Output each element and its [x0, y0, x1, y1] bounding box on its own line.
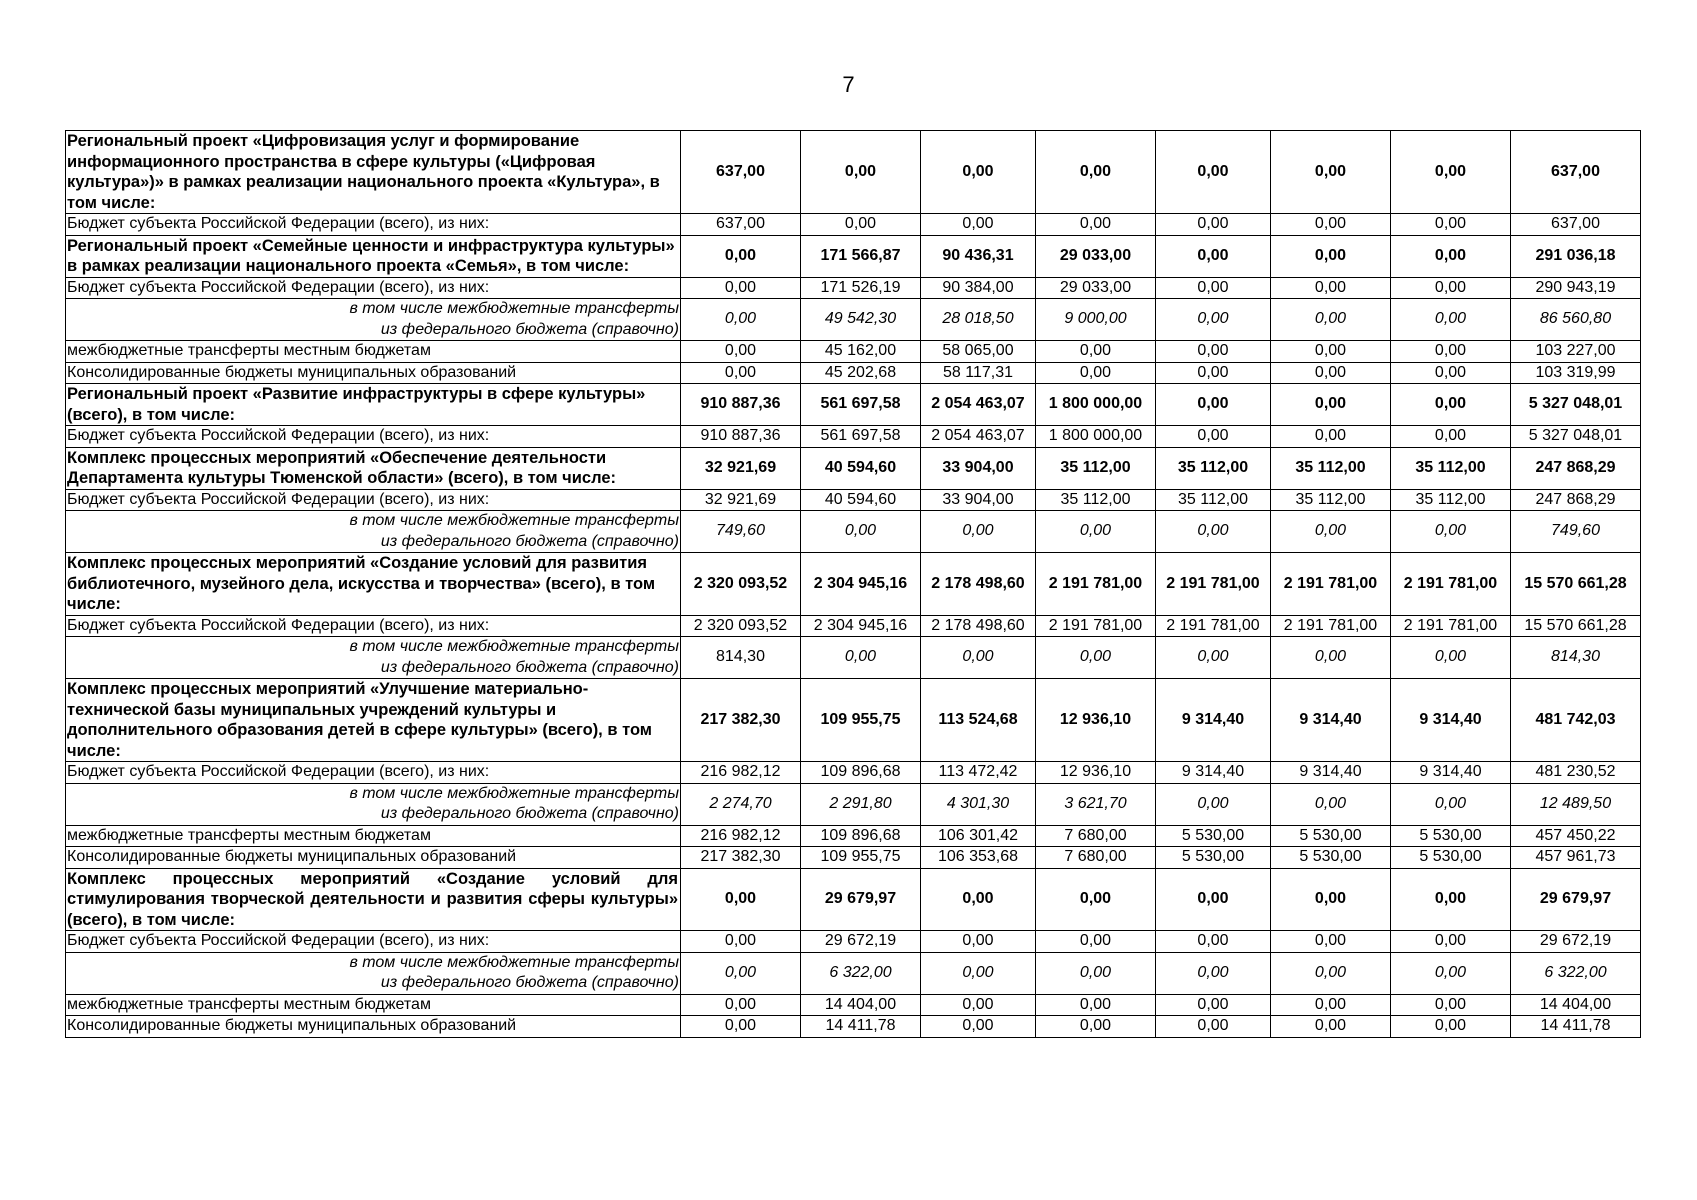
value-cell: 49 542,30 — [801, 299, 921, 341]
table-row-federal-transfers — [66, 511, 1641, 553]
value-cell: 2 291,80 — [801, 783, 921, 825]
value-cell: 5 530,00 — [1156, 825, 1271, 847]
row-label: Комплекс процессных мероприятий «Улучшение материально-технической базы муниципальных учреждений культуры и дополнительного образования детей в сфере культуры» (всего), в том числе: — [66, 679, 681, 762]
value-cell: 0,00 — [1391, 362, 1511, 384]
value-cell: 1 800 000,00 — [1036, 426, 1156, 448]
value-cell: 2 191 781,00 — [1271, 615, 1391, 637]
value-cell: 5 530,00 — [1271, 825, 1391, 847]
value-cell: 2 191 781,00 — [1391, 615, 1511, 637]
value-cell: 0,00 — [1271, 235, 1391, 277]
value-cell: 35 112,00 — [1391, 447, 1511, 489]
table-row — [66, 994, 1641, 1016]
row-label — [66, 952, 681, 994]
value-cell: 0,00 — [1156, 214, 1271, 236]
value-cell: 90 436,31 — [921, 235, 1036, 277]
value-cell: 247 868,29 — [1511, 489, 1641, 511]
value-cell: 5 530,00 — [1391, 847, 1511, 869]
value-cell: 0,00 — [1391, 1016, 1511, 1038]
row-label: Бюджет субъекта Российской Федерации (всего), из них: — [66, 426, 681, 448]
table-row-section — [66, 235, 1641, 277]
value-cell: 33 904,00 — [921, 447, 1036, 489]
value-cell: 6 322,00 — [801, 952, 921, 994]
value-cell: 2 320 093,52 — [681, 553, 801, 616]
value-cell: 7 680,00 — [1036, 825, 1156, 847]
row-label — [66, 511, 681, 553]
value-cell: 113 472,42 — [921, 762, 1036, 784]
value-cell: 457 961,73 — [1511, 847, 1641, 869]
row-label-line: из федерального бюджета (справочно) — [380, 974, 679, 991]
row-label — [66, 299, 681, 341]
value-cell: 5 530,00 — [1391, 825, 1511, 847]
value-cell: 637,00 — [1511, 214, 1641, 236]
value-cell: 0,00 — [921, 214, 1036, 236]
value-cell: 216 982,12 — [681, 825, 801, 847]
value-cell: 40 594,60 — [801, 447, 921, 489]
value-cell: 58 117,31 — [921, 362, 1036, 384]
value-cell: 0,00 — [681, 235, 801, 277]
value-cell: 35 112,00 — [1391, 489, 1511, 511]
value-cell: 0,00 — [1391, 952, 1511, 994]
value-cell: 109 955,75 — [801, 847, 921, 869]
value-cell: 0,00 — [1036, 868, 1156, 931]
value-cell: 12 936,10 — [1036, 679, 1156, 762]
value-cell: 749,60 — [681, 511, 801, 553]
value-cell: 0,00 — [1156, 783, 1271, 825]
row-label: Консолидированные бюджеты муниципальных образований — [66, 1016, 681, 1038]
value-cell: 481 742,03 — [1511, 679, 1641, 762]
value-cell: 171 566,87 — [801, 235, 921, 277]
value-cell: 0,00 — [1271, 783, 1391, 825]
row-label-line: из федерального бюджета (справочно) — [380, 320, 679, 338]
value-cell: 2 178 498,60 — [921, 553, 1036, 616]
value-cell: 29 033,00 — [1036, 277, 1156, 299]
value-cell: 0,00 — [1271, 511, 1391, 553]
value-cell: 35 112,00 — [1271, 489, 1391, 511]
value-cell: 2 054 463,07 — [921, 384, 1036, 426]
value-cell: 217 382,30 — [681, 847, 801, 869]
value-cell: 0,00 — [681, 277, 801, 299]
row-label: Региональный проект «Развитие инфраструктуры в сфере культуры» (всего), в том числе: — [66, 384, 681, 426]
table-row — [66, 341, 1641, 363]
table-row — [66, 615, 1641, 637]
value-cell: 0,00 — [1391, 931, 1511, 953]
value-cell: 90 384,00 — [921, 277, 1036, 299]
value-cell: 0,00 — [1156, 994, 1271, 1016]
value-cell: 113 524,68 — [921, 679, 1036, 762]
value-cell: 247 868,29 — [1511, 447, 1641, 489]
value-cell: 749,60 — [1511, 511, 1641, 553]
table-row-section — [66, 679, 1641, 762]
row-label: Консолидированные бюджеты муниципальных образований — [66, 362, 681, 384]
value-cell: 0,00 — [1271, 277, 1391, 299]
value-cell: 0,00 — [1271, 384, 1391, 426]
value-cell: 0,00 — [681, 341, 801, 363]
table-row-section — [66, 384, 1641, 426]
value-cell: 109 896,68 — [801, 825, 921, 847]
row-label-line: в том числе межбюджетные трансферты — [349, 953, 679, 971]
value-cell: 15 570 661,28 — [1511, 553, 1641, 616]
value-cell: 0,00 — [921, 511, 1036, 553]
value-cell: 40 594,60 — [801, 489, 921, 511]
value-cell: 103 227,00 — [1511, 341, 1641, 363]
value-cell: 171 526,19 — [801, 277, 921, 299]
value-cell: 35 112,00 — [1156, 489, 1271, 511]
row-label: межбюджетные трансферты местным бюджетам — [66, 994, 681, 1016]
value-cell: 561 697,58 — [801, 384, 921, 426]
value-cell: 0,00 — [1271, 426, 1391, 448]
value-cell: 29 679,97 — [1511, 868, 1641, 931]
table-row-section — [66, 553, 1641, 616]
value-cell: 0,00 — [921, 952, 1036, 994]
row-label-line: в том числе межбюджетные трансферты — [349, 638, 679, 655]
value-cell: 814,30 — [681, 637, 801, 679]
value-cell: 0,00 — [1156, 952, 1271, 994]
value-cell: 35 112,00 — [1271, 447, 1391, 489]
value-cell: 2 304 945,16 — [801, 615, 921, 637]
value-cell: 457 450,22 — [1511, 825, 1641, 847]
table-body — [66, 131, 1641, 1038]
value-cell: 637,00 — [681, 214, 801, 236]
row-label: Бюджет субъекта Российской Федерации (всего), из них: — [66, 615, 681, 637]
value-cell: 0,00 — [921, 637, 1036, 679]
value-cell: 9 314,40 — [1271, 762, 1391, 784]
value-cell: 0,00 — [921, 994, 1036, 1016]
value-cell: 0,00 — [1156, 277, 1271, 299]
table-row — [66, 426, 1641, 448]
value-cell: 0,00 — [1271, 931, 1391, 953]
row-label: Региональный проект «Цифровизация услуг и формирование информационного пространства в сфере культуры («Цифровая культура»)» в рамках реализации национального проекта «Культура», в том числе: — [66, 131, 681, 214]
row-label-line: в том числе межбюджетные трансферты — [349, 300, 679, 317]
value-cell: 29 033,00 — [1036, 235, 1156, 277]
row-label: Консолидированные бюджеты муниципальных образований — [66, 847, 681, 869]
value-cell: 28 018,50 — [921, 299, 1036, 341]
row-label-line: из федерального бюджета (справочно) — [380, 658, 679, 676]
value-cell: 29 672,19 — [1511, 931, 1641, 953]
value-cell: 0,00 — [921, 131, 1036, 214]
value-cell: 0,00 — [1271, 131, 1391, 214]
table-row-federal-transfers — [66, 637, 1641, 679]
value-cell: 7 680,00 — [1036, 847, 1156, 869]
value-cell: 9 000,00 — [1036, 299, 1156, 341]
value-cell: 0,00 — [1036, 131, 1156, 214]
value-cell: 0,00 — [1391, 426, 1511, 448]
value-cell: 0,00 — [1156, 426, 1271, 448]
table-row-federal-transfers — [66, 783, 1641, 825]
value-cell: 0,00 — [681, 868, 801, 931]
table-row-section — [66, 868, 1641, 931]
value-cell: 0,00 — [681, 994, 801, 1016]
value-cell: 0,00 — [1036, 362, 1156, 384]
value-cell: 2 191 781,00 — [1156, 615, 1271, 637]
value-cell: 0,00 — [1391, 637, 1511, 679]
value-cell: 9 314,40 — [1391, 679, 1511, 762]
table-row — [66, 362, 1641, 384]
value-cell: 12 489,50 — [1511, 783, 1641, 825]
value-cell: 35 112,00 — [1036, 447, 1156, 489]
value-cell: 58 065,00 — [921, 341, 1036, 363]
value-cell: 2 191 781,00 — [1391, 553, 1511, 616]
value-cell: 0,00 — [1271, 299, 1391, 341]
page-number: 7 — [842, 72, 855, 97]
value-cell: 0,00 — [1036, 214, 1156, 236]
value-cell: 109 955,75 — [801, 679, 921, 762]
value-cell: 910 887,36 — [681, 426, 801, 448]
value-cell: 2 054 463,07 — [921, 426, 1036, 448]
value-cell: 103 319,99 — [1511, 362, 1641, 384]
value-cell: 0,00 — [1156, 511, 1271, 553]
value-cell: 0,00 — [921, 1016, 1036, 1038]
table-row — [66, 825, 1641, 847]
value-cell: 637,00 — [681, 131, 801, 214]
value-cell: 637,00 — [1511, 131, 1641, 214]
row-label: Комплекс процессных мероприятий «Создание условий для стимулирования творческой деятельности и развития сферы культуры» (всего), в том числе: — [66, 868, 681, 931]
value-cell: 106 353,68 — [921, 847, 1036, 869]
value-cell: 0,00 — [1156, 362, 1271, 384]
value-cell: 0,00 — [1391, 235, 1511, 277]
value-cell: 15 570 661,28 — [1511, 615, 1641, 637]
value-cell: 217 382,30 — [681, 679, 801, 762]
row-label-line: в том числе межбюджетные трансферты — [349, 784, 679, 802]
budget-table — [65, 130, 1641, 1038]
value-cell: 5 327 048,01 — [1511, 426, 1641, 448]
value-cell: 2 320 093,52 — [681, 615, 801, 637]
value-cell: 0,00 — [681, 931, 801, 953]
value-cell: 9 314,40 — [1271, 679, 1391, 762]
row-label-line: из федерального бюджета (справочно) — [380, 805, 679, 822]
value-cell: 2 191 781,00 — [1156, 553, 1271, 616]
value-cell: 0,00 — [1391, 868, 1511, 931]
value-cell: 0,00 — [1271, 994, 1391, 1016]
row-label: Бюджет субъекта Российской Федерации (всего), из них: — [66, 277, 681, 299]
row-label — [66, 783, 681, 825]
row-label: Комплекс процессных мероприятий «Создание условий для развития библиотечного, музейного дела, искусства и творчества» (всего), в том числе: — [66, 553, 681, 616]
value-cell: 0,00 — [1391, 384, 1511, 426]
value-cell: 0,00 — [681, 299, 801, 341]
value-cell: 0,00 — [1391, 994, 1511, 1016]
value-cell: 9 314,40 — [1156, 679, 1271, 762]
value-cell: 0,00 — [1156, 384, 1271, 426]
table-row — [66, 847, 1641, 869]
row-label-line: в том числе межбюджетные трансферты — [349, 512, 679, 529]
value-cell: 2 191 781,00 — [1036, 553, 1156, 616]
value-cell: 9 314,40 — [1391, 762, 1511, 784]
value-cell: 481 230,52 — [1511, 762, 1641, 784]
value-cell: 29 679,97 — [801, 868, 921, 931]
value-cell: 14 411,78 — [1511, 1016, 1641, 1038]
value-cell: 814,30 — [1511, 637, 1641, 679]
value-cell: 0,00 — [1036, 341, 1156, 363]
value-cell: 2 274,70 — [681, 783, 801, 825]
value-cell: 0,00 — [1156, 299, 1271, 341]
value-cell: 14 411,78 — [801, 1016, 921, 1038]
table-row — [66, 931, 1641, 953]
table-row — [66, 1016, 1641, 1038]
value-cell: 0,00 — [1156, 235, 1271, 277]
value-cell: 291 036,18 — [1511, 235, 1641, 277]
value-cell: 5 327 048,01 — [1511, 384, 1641, 426]
row-label: Бюджет субъекта Российской Федерации (всего), из них: — [66, 214, 681, 236]
value-cell: 5 530,00 — [1271, 847, 1391, 869]
value-cell: 0,00 — [1156, 868, 1271, 931]
value-cell: 0,00 — [681, 362, 801, 384]
row-label: межбюджетные трансферты местным бюджетам — [66, 341, 681, 363]
value-cell: 561 697,58 — [801, 426, 921, 448]
value-cell: 0,00 — [921, 868, 1036, 931]
table-row-federal-transfers — [66, 952, 1641, 994]
row-label — [66, 637, 681, 679]
value-cell: 0,00 — [1391, 783, 1511, 825]
value-cell: 0,00 — [1271, 214, 1391, 236]
value-cell: 0,00 — [1156, 637, 1271, 679]
value-cell: 216 982,12 — [681, 762, 801, 784]
value-cell: 35 112,00 — [1156, 447, 1271, 489]
value-cell: 106 301,42 — [921, 825, 1036, 847]
table-row — [66, 214, 1641, 236]
value-cell: 0,00 — [1271, 1016, 1391, 1038]
value-cell: 0,00 — [1036, 931, 1156, 953]
value-cell: 4 301,30 — [921, 783, 1036, 825]
value-cell: 0,00 — [1271, 637, 1391, 679]
value-cell: 0,00 — [801, 214, 921, 236]
table-row — [66, 277, 1641, 299]
value-cell: 0,00 — [1271, 362, 1391, 384]
value-cell: 290 943,19 — [1511, 277, 1641, 299]
value-cell: 910 887,36 — [681, 384, 801, 426]
table-row-federal-transfers — [66, 299, 1641, 341]
value-cell: 0,00 — [1391, 131, 1511, 214]
value-cell: 0,00 — [1271, 868, 1391, 931]
table-row-section — [66, 131, 1641, 214]
value-cell: 45 202,68 — [801, 362, 921, 384]
table-row — [66, 489, 1641, 511]
row-label: межбюджетные трансферты местным бюджетам — [66, 825, 681, 847]
value-cell: 6 322,00 — [1511, 952, 1641, 994]
value-cell: 0,00 — [681, 952, 801, 994]
value-cell: 2 191 781,00 — [1271, 553, 1391, 616]
value-cell: 86 560,80 — [1511, 299, 1641, 341]
value-cell: 0,00 — [1391, 277, 1511, 299]
value-cell: 29 672,19 — [801, 931, 921, 953]
value-cell: 2 178 498,60 — [921, 615, 1036, 637]
value-cell: 0,00 — [921, 931, 1036, 953]
value-cell: 2 191 781,00 — [1036, 615, 1156, 637]
value-cell: 0,00 — [1156, 931, 1271, 953]
value-cell: 0,00 — [1391, 511, 1511, 553]
value-cell: 14 404,00 — [801, 994, 921, 1016]
row-label: Бюджет субъекта Российской Федерации (всего), из них: — [66, 489, 681, 511]
row-label-line: из федерального бюджета (справочно) — [380, 532, 679, 550]
value-cell: 9 314,40 — [1156, 762, 1271, 784]
value-cell: 2 304 945,16 — [801, 553, 921, 616]
value-cell: 0,00 — [1156, 131, 1271, 214]
value-cell: 0,00 — [801, 637, 921, 679]
row-label: Бюджет субъекта Российской Федерации (всего), из них: — [66, 931, 681, 953]
value-cell: 0,00 — [1391, 341, 1511, 363]
table-row — [66, 762, 1641, 784]
value-cell: 0,00 — [1036, 511, 1156, 553]
value-cell: 0,00 — [681, 1016, 801, 1038]
table-row-section — [66, 447, 1641, 489]
value-cell: 0,00 — [1391, 214, 1511, 236]
value-cell: 0,00 — [1036, 637, 1156, 679]
value-cell: 32 921,69 — [681, 447, 801, 489]
value-cell: 0,00 — [1271, 341, 1391, 363]
value-cell: 5 530,00 — [1156, 847, 1271, 869]
row-label: Региональный проект «Семейные ценности и инфраструктура культуры» в рамках реализации национального проекта «Семья», в том числе: — [66, 235, 681, 277]
value-cell: 0,00 — [1391, 299, 1511, 341]
value-cell: 45 162,00 — [801, 341, 921, 363]
value-cell: 0,00 — [1036, 952, 1156, 994]
value-cell: 0,00 — [801, 131, 921, 214]
value-cell: 12 936,10 — [1036, 762, 1156, 784]
value-cell: 32 921,69 — [681, 489, 801, 511]
value-cell: 0,00 — [1036, 1016, 1156, 1038]
value-cell: 3 621,70 — [1036, 783, 1156, 825]
row-label: Бюджет субъекта Российской Федерации (всего), из них: — [66, 762, 681, 784]
row-label: Комплекс процессных мероприятий «Обеспечение деятельности Департамента культуры Тюменской области» (всего), в том числе: — [66, 447, 681, 489]
value-cell: 0,00 — [1036, 994, 1156, 1016]
value-cell: 0,00 — [801, 511, 921, 553]
value-cell: 109 896,68 — [801, 762, 921, 784]
value-cell: 1 800 000,00 — [1036, 384, 1156, 426]
value-cell: 0,00 — [1156, 1016, 1271, 1038]
value-cell: 0,00 — [1156, 341, 1271, 363]
value-cell: 35 112,00 — [1036, 489, 1156, 511]
value-cell: 14 404,00 — [1511, 994, 1641, 1016]
value-cell: 0,00 — [1271, 952, 1391, 994]
value-cell: 33 904,00 — [921, 489, 1036, 511]
